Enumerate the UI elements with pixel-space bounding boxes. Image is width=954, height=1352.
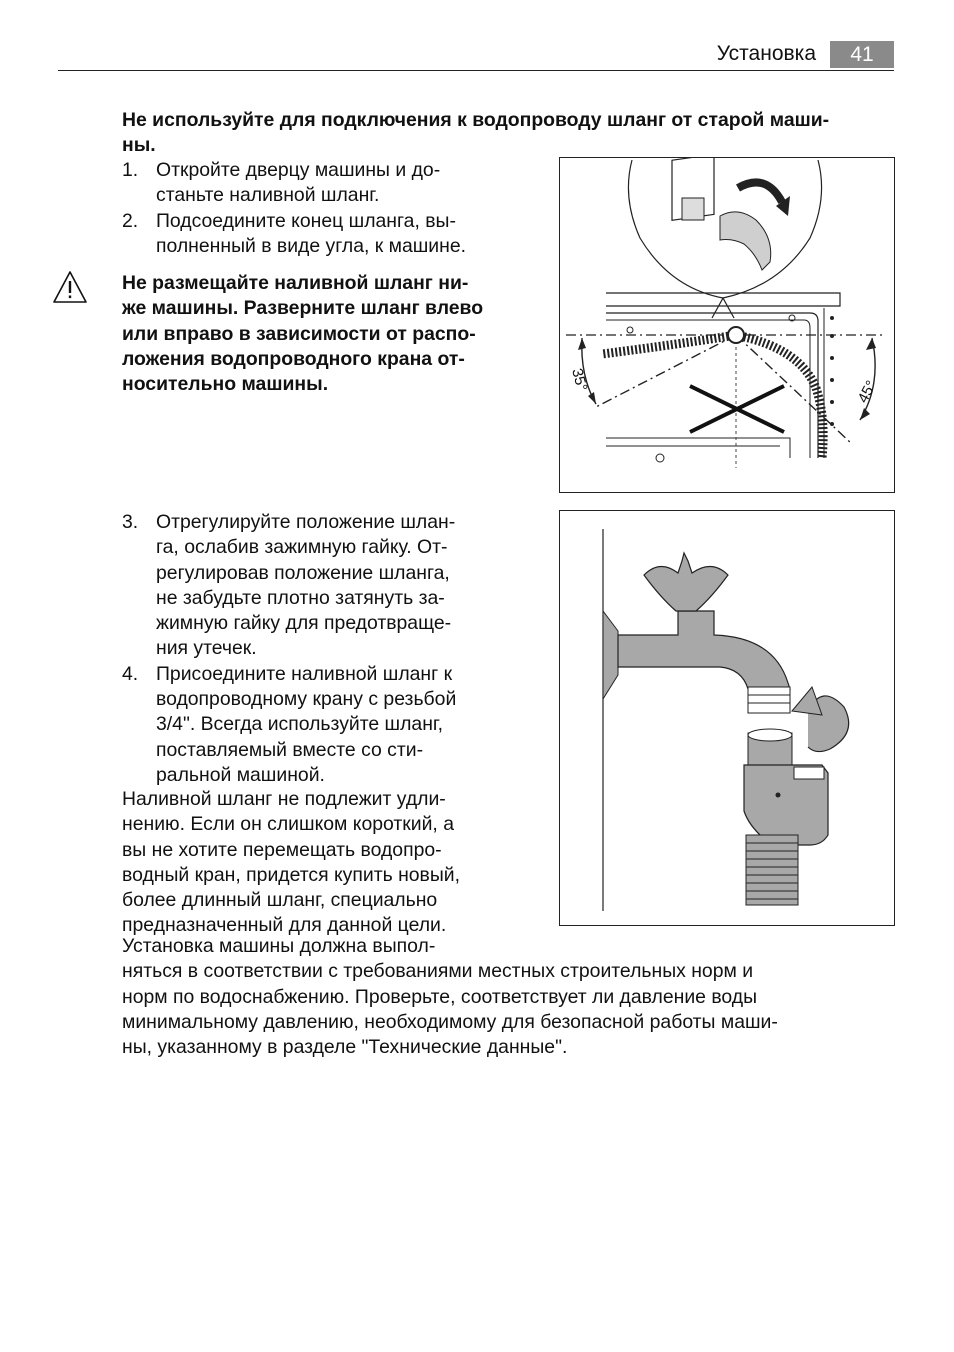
text-line: Подсоедините конец шланга, вы-	[156, 209, 456, 232]
text-line: регулировав положение шланга,	[156, 561, 450, 584]
text-line: Не размещайте наливной шланг ни-	[122, 272, 469, 294]
section-title: Установка	[716, 42, 816, 65]
tap-connection-illustration	[560, 511, 894, 925]
list-item	[122, 209, 522, 260]
text-line: ральной машиной.	[156, 763, 325, 786]
text-line: Наливной шланг не подлежит удли-	[122, 788, 446, 810]
text-line: водный кран, придется купить новый,	[122, 863, 461, 886]
text-line: минимальному давлению, необходимому для безопасной работы маши-	[122, 1010, 778, 1033]
text-line: станьте наливной шланг.	[156, 184, 380, 207]
header-divider	[58, 70, 894, 71]
list-item	[122, 510, 522, 662]
text-line: норм по водоснабжению. Проверьте, соответствует ли давление воды	[122, 985, 758, 1008]
text-line: или вправо в зависимости от распо-	[122, 322, 476, 345]
text-line: поставляемый вместе со сти-	[156, 738, 424, 761]
angle-label-left: 35°	[568, 366, 591, 393]
steps-list-1	[122, 158, 522, 259]
text-line: Не используйте для подключения к водопроводу шланг от старой маши-	[122, 109, 830, 131]
step-number: 3.	[122, 511, 139, 533]
text-line: Откройте дверцу машины и до-	[156, 159, 441, 181]
hose-angle-illustration	[560, 158, 894, 492]
text-line: ны, указанному в разделе "Технические данные".	[122, 1036, 568, 1059]
text-line: Установка машины должна выпол-	[122, 935, 436, 957]
steps-list-2	[122, 510, 522, 788]
warning-text	[122, 271, 522, 397]
text-line: ния утечек.	[156, 637, 257, 660]
intro-warning	[122, 108, 896, 159]
angle-label-right: 45°	[854, 377, 881, 406]
hose-extension-paragraph	[122, 787, 522, 939]
step-number: 2.	[122, 209, 139, 232]
text-line: предназначенный для данной цели.	[122, 914, 447, 937]
text-line: носительно машины.	[122, 373, 329, 396]
text-line: более длинный шланг, специально	[122, 889, 438, 912]
step-number: 1.	[122, 159, 139, 181]
text-line: водопроводному крану с резьбой	[156, 688, 457, 711]
tap-connection-figure	[559, 510, 895, 926]
installation-norms-paragraph	[122, 934, 896, 1060]
list-item	[122, 158, 522, 209]
hose-angle-figure	[559, 157, 895, 493]
text-line: полненный в виде угла, к машине.	[156, 234, 467, 257]
text-line: няться в соответствии с требованиями местных строительных норм и	[122, 960, 754, 983]
text-line: не забудьте плотно затянуть за-	[156, 586, 445, 609]
text-line: же машины. Разверните шланг влево	[122, 297, 484, 320]
text-line: Отрегулируйте положение шлан-	[156, 511, 456, 533]
text-line: жимную гайку для предотвраще-	[156, 612, 452, 635]
text-line: ложения водопроводного крана от-	[122, 347, 465, 370]
text-line: вы не хотите перемещать водопро-	[122, 838, 442, 861]
warning-triangle-icon	[52, 270, 88, 304]
list-item	[122, 662, 522, 788]
text-line: 3/4". Всегда используйте шланг,	[156, 713, 444, 736]
step-number: 4.	[122, 662, 139, 685]
page-number: 41	[830, 41, 894, 68]
text-line: ны.	[122, 134, 156, 157]
text-line: га, ослабив зажимную гайку. От-	[156, 536, 448, 559]
text-line: Присоедините наливной шланг к	[156, 662, 453, 685]
text-line: нению. Если он слишком короткий, а	[122, 813, 454, 836]
